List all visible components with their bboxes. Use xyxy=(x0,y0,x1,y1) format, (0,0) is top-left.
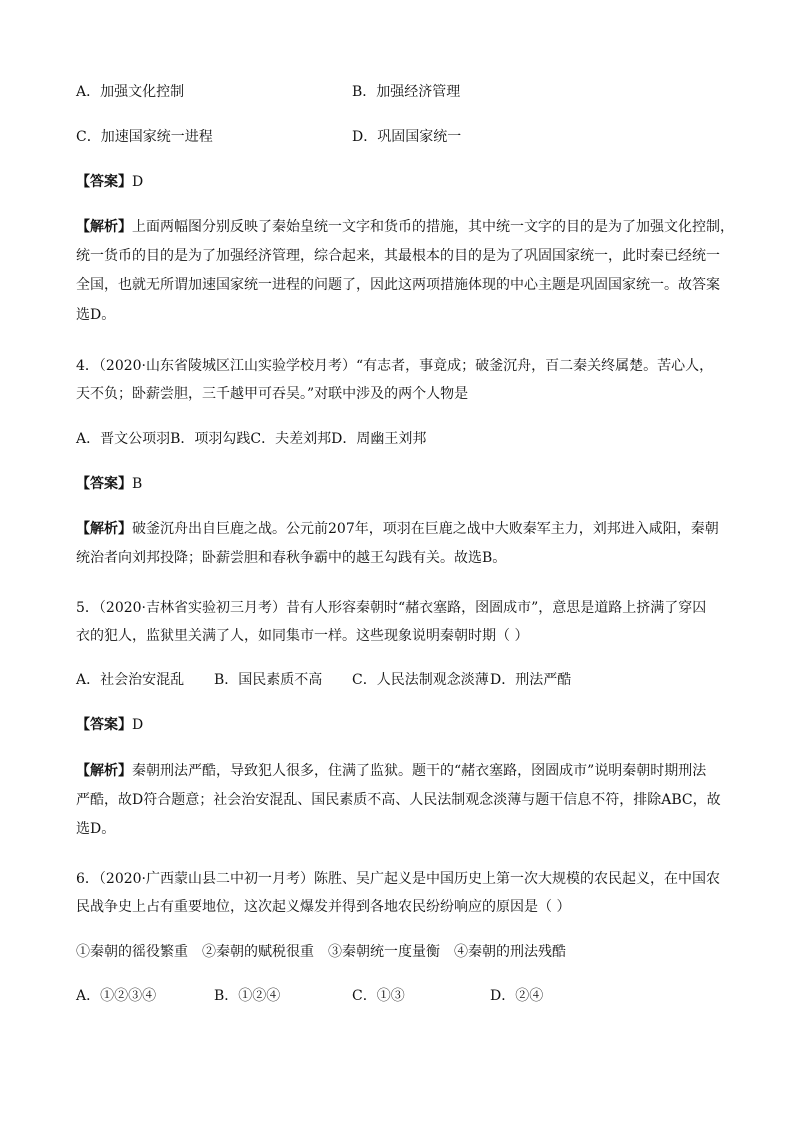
q3-analysis-line-4: 选D。 xyxy=(76,307,116,323)
q5-option-a: A．社会治安混乱 xyxy=(76,672,185,688)
q5-stem-line-1: 5．（2020·吉林省实验初三月考）昔有人形容秦朝时“赭衣塞路，囹圄成市”，意思是道路上挤满了穿囚 xyxy=(76,600,707,616)
q3-option-a: A．加强文化控制 xyxy=(76,84,185,100)
q3-analysis-line-2: 统一货币的目的是为了加强经济管理，综合起来，其最根本的目的是为了巩固国家统一，此时秦已经统一 xyxy=(76,248,720,264)
q6-items: ①秦朝的徭役繁重 ②秦朝的赋税很重 ③秦朝统一度量衡 ④秦朝的刑法残酷 xyxy=(76,944,566,960)
q5-option-b: B．国民素质不高 xyxy=(214,672,323,688)
answer-label: 【答案】 xyxy=(76,476,132,492)
q3-analysis-line-3: 全国，也就无所谓加速国家统一进程的问题了，因此这两项措施体现的中心主题是巩固国家统一。故答案 xyxy=(76,277,720,293)
q4-stem-line-1: 4．（2020·山东省陵城区江山实验学校月考）“有志者，事竟成；破釜沉舟，百二秦关终属楚。苦心人， xyxy=(76,358,714,374)
q3-option-d: D．巩固国家统一 xyxy=(352,129,462,145)
q6-option-d: D．②④ xyxy=(490,988,544,1004)
answer-value: B xyxy=(132,476,143,492)
q3-answer xyxy=(76,172,143,192)
analysis-label: 【解析】 xyxy=(76,521,132,537)
q6-stem-line-2: 民战争史上占有重要地位，这次起义爆发并得到各地农民纷纷响应的原因是（ ） xyxy=(76,899,571,915)
q4-analysis-line-1: 【解析】破釜沉舟出自巨鹿之战。公元前207年，项羽在巨鹿之战中大败秦军主力，刘邦进入咸阳，秦朝 xyxy=(76,521,719,537)
q4-options: A．晋文公项羽B．项羽勾践C．夫差刘邦D．周幽王刘邦 xyxy=(76,431,427,447)
answer-value: D xyxy=(132,174,144,190)
q4-answer xyxy=(76,474,142,494)
q5-option-c: C．人民法制观念淡薄 xyxy=(352,672,489,688)
q3-option-b: B．加强经济管理 xyxy=(352,84,461,100)
answer-label: 【答案】 xyxy=(76,174,132,190)
q5-stem-line-2: 衣的犯人，监狱里关满了人，如同集市一样。这些现象说明秦朝时期（ ） xyxy=(76,628,529,644)
answer-value: D xyxy=(132,717,144,733)
q6-option-a: A．①②③④ xyxy=(76,988,157,1004)
q6-stem-line-1: 6．（2020·广西蒙山县二中初一月考）陈胜、吴广起义是中国历史上第一次大规模的农民起义，在中国农 xyxy=(76,871,720,887)
answer-label: 【答案】 xyxy=(76,717,132,733)
q5-analysis-line-1: 【解析】秦朝刑法严酷，导致犯人很多，住满了监狱。题干的“赭衣塞路，囹圄成市”说明秦朝时期刑法 xyxy=(76,763,707,779)
q6-option-b: B．①②④ xyxy=(214,988,281,1004)
q5-answer xyxy=(76,715,143,735)
q3-option-c: C．加速国家统一进程 xyxy=(76,129,213,145)
q4-stem-line-2: 天不负；卧薪尝胆，三千越甲可吞吴。”对联中涉及的两个人物是 xyxy=(76,386,469,402)
q4-analysis-line-2: 统治者向刘邦投降；卧薪尝胆和春秋争霸中的越王勾践有关。故选B。 xyxy=(76,550,507,566)
q5-analysis-line-2: 严酷，故D符合题意；社会治安混乱、国民素质不高、人民法制观念淡薄与题干信息不符，排除ABC，故 xyxy=(76,792,721,808)
analysis-label: 【解析】 xyxy=(76,219,132,235)
q5-analysis-line-3: 选D。 xyxy=(76,821,116,837)
q3-analysis-line-1: 【解析】上面两幅图分别反映了秦始皇统一文字和货币的措施，其中统一文字的目的是为了加强文化控制， xyxy=(76,219,734,235)
q6-option-c: C．①③ xyxy=(352,988,405,1004)
analysis-label: 【解析】 xyxy=(76,763,132,779)
q5-option-d: D．刑法严酷 xyxy=(490,672,572,688)
